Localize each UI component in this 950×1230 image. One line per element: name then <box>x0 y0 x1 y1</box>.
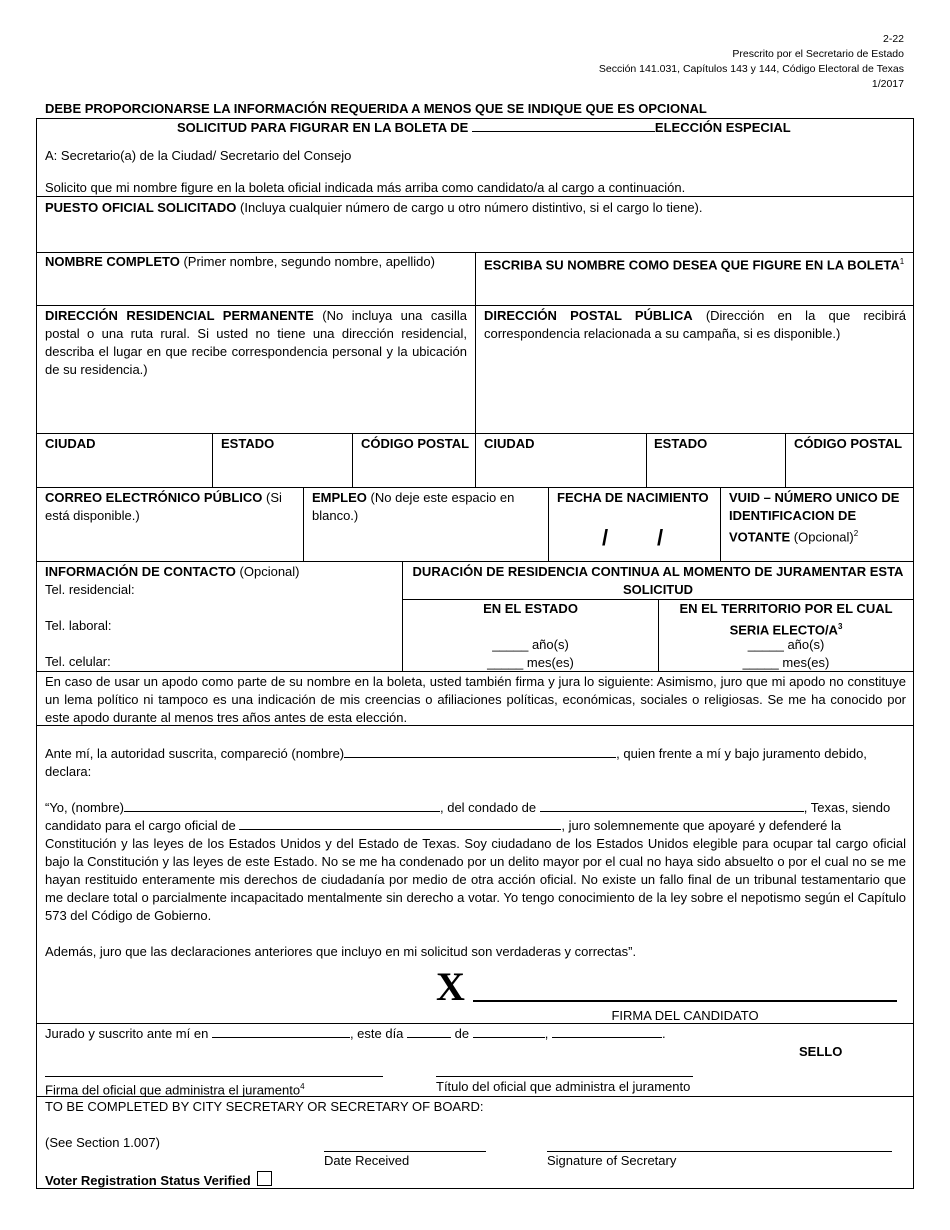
sworn-day-field[interactable] <box>407 1026 451 1038</box>
divider <box>646 433 647 487</box>
officer-signature-line[interactable] <box>45 1076 383 1077</box>
oath-appearance-suffix: , quien frente a mí y bajo juramento debido, declara: <box>45 746 867 779</box>
dob-input[interactable] <box>557 519 717 557</box>
divider <box>37 561 913 562</box>
sworn-month-field[interactable] <box>473 1026 545 1038</box>
dob-slash: / <box>657 525 664 550</box>
vuid-field[interactable] <box>729 489 911 546</box>
email-note: (Si está disponible.) <box>45 490 282 523</box>
contact-info-heading <box>45 563 300 581</box>
vuid-label: VUID – NÚMERO UNICO DE IDENTIFICACION DE VOTANTE <box>729 490 900 545</box>
office-sought-label: PUESTO OFICIAL SOLICITADO <box>45 200 237 215</box>
ballot-name-label: ESCRIBA SU NOMBRE COMO DESEA QUE FIGURE EN LA BOLETA <box>484 257 900 273</box>
vuid-note: (Opcional) <box>793 529 854 545</box>
oath-office-field[interactable] <box>239 818 561 830</box>
sworn-year-field[interactable] <box>552 1026 662 1038</box>
oath-candidate-suffix: , juro solemnemente que apoyaré y defenderé la <box>561 818 842 833</box>
title-suffix: ELECCIÓN ESPECIAL <box>654 120 791 135</box>
full-name-field[interactable] <box>45 253 470 271</box>
oath-declaration-line <box>45 799 906 817</box>
footnote-marker: 2 <box>853 529 859 538</box>
application-form <box>36 118 914 1189</box>
work-phone-field[interactable]: Tel. laboral: <box>45 618 112 633</box>
employment-field[interactable] <box>312 489 542 525</box>
sworn-prefix: Jurado y suscrito ante mí en <box>45 1026 209 1041</box>
full-name-label: NOMBRE COMPLETO <box>45 254 180 269</box>
date-received-label: Date Received <box>324 1153 410 1168</box>
county-field[interactable] <box>540 800 804 812</box>
contact-info-note: (Opcional) <box>239 564 300 579</box>
sworn-comma: , <box>544 1026 549 1041</box>
divider <box>720 487 721 561</box>
voter-registration-label: Voter Registration Status Verified <box>45 1173 251 1188</box>
divider <box>548 487 549 561</box>
signature-mark: X <box>436 964 465 1009</box>
secretary-signature-label: Signature of Secretary <box>547 1153 677 1168</box>
request-statement: Solicito que mi nombre figure en la boleta oficial indicada más arriba como candidato/a al cargo a continuación. <box>45 180 686 195</box>
oath-yo-prefix: “Yo, (nombre) <box>45 800 124 815</box>
residence-city-label[interactable]: CIUDAD <box>45 436 96 451</box>
prescribed-by: Prescrito por el Secretario de Estado <box>732 48 904 60</box>
addressee: A: Secretario(a) de la Ciudad/ Secretario del Consejo <box>45 148 352 163</box>
divider <box>475 252 476 487</box>
candidate-signature-line[interactable] <box>473 1000 897 1002</box>
mailing-address-note: (Dirección en la que recibirá correspondencia relacionada a su campaña, si es disponible.) <box>484 308 906 341</box>
sworn-day-label: , este día <box>349 1026 404 1041</box>
verified-checkbox[interactable] <box>257 1171 272 1186</box>
residence-address-field[interactable] <box>45 307 467 379</box>
in-territory-months-field[interactable]: _____ mes(es) <box>742 655 830 670</box>
ballot-name-field[interactable] <box>484 253 909 274</box>
officer-title-label: Título del oficial que administra el juramento <box>436 1079 691 1094</box>
mailing-address-label: DIRECCIÓN POSTAL PÚBLICA <box>484 308 693 323</box>
dob-slash: / <box>602 525 609 550</box>
form-number: 2-22 <box>882 33 904 45</box>
officer-title-line[interactable] <box>436 1076 693 1077</box>
oath-texas-suffix: , Texas, siendo <box>803 800 891 815</box>
in-territory-text: EN EL TERRITORIO POR EL CUAL SERIA ELECTO/A <box>679 601 893 638</box>
oath-body: Constitución y las leyes de los Estados Unidos y del Estado de Texas. Soy ciudadano de los Estados Unidos elegible para ocupar tal cargo oficial bajo la Constitución y las leyes de este Estado. No se me ha condenado por un delito mayor por el cual no haya sido absuelto o por el cual no se me hayan restituido enteramente mis derechos de ciudadanía por medio de otra acción oficial. No existe un fallo final de un tribunal testamentario que me declare total o parcialmente incapacitado mentalmente sin derecho a votar. Yo tengo conocimiento de la ley sobre el nepotismo según el Capítulo 573 del Código de Gobierno. <box>45 836 906 923</box>
form-header <box>599 32 904 92</box>
officer-signature-label <box>45 1078 305 1099</box>
contact-info-label: INFORMACIÓN DE CONTACTO <box>45 564 236 579</box>
nickname-statement: En caso de usar un apodo como parte de su nombre en la boleta, usted también firma y jura lo siguiente: Asimismo, juro que mi apodo no constituye un lema político ni tampoco es una indicación de mis creencias o afiliaciones políticas, económicas, sociales o religiosas. Se me ha conocido por este apodo durante al menos tres años antes de esta elección. <box>45 674 906 725</box>
in-territory-years-field[interactable]: _____ año(s) <box>747 637 825 652</box>
title-prefix: SOLICITUD PARA FIGURAR EN LA BOLETA DE <box>177 120 469 135</box>
oath-appearance-prefix: Ante mí, la autoridad suscrita, compareció (nombre) <box>45 746 345 761</box>
form-title <box>177 119 791 137</box>
residence-zip-label[interactable]: CÓDIGO POSTAL <box>361 436 470 451</box>
sworn-period: . <box>662 1026 666 1041</box>
footnote-marker: 4 <box>300 1082 305 1091</box>
in-state-months-field[interactable]: _____ mes(es) <box>487 655 574 670</box>
sworn-place-field[interactable] <box>212 1026 350 1038</box>
in-territory-label <box>659 600 913 639</box>
employment-note: (No deje este espacio en blanco.) <box>312 490 515 523</box>
office-sought-field[interactable] <box>45 199 905 217</box>
oath-appearance <box>45 745 906 781</box>
mailing-city-label[interactable]: CIUDAD <box>484 436 535 451</box>
divider <box>785 433 786 487</box>
divider <box>212 433 213 487</box>
residence-duration-title: DURACIÓN DE RESIDENCIA CONTINUA AL MOMENTO DE JURAMENTAR ESTA SOLICITUD <box>412 564 904 597</box>
office-use-heading: TO BE COMPLETED BY CITY SECRETARY OR SECRETARY OF BOARD: <box>45 1099 484 1114</box>
full-name-note: (Primer nombre, segundo nombre, apellido) <box>183 254 435 269</box>
office-sought-note: (Incluya cualquier número de cargo u otro número distintivo, si el cargo lo tiene). <box>240 200 703 215</box>
oath-affirmation: Además, juro que las declaraciones anteriores que incluyo en mi solicitud son verdaderas y correctas”. <box>45 944 637 959</box>
sworn-line <box>45 1025 906 1043</box>
cell-phone-field[interactable]: Tel. celular: <box>45 654 111 669</box>
voter-registration-verified <box>45 1172 272 1190</box>
form-date: 1/2017 <box>871 78 904 90</box>
divider <box>303 487 304 561</box>
mailing-address-field[interactable] <box>484 307 906 343</box>
divider <box>37 487 913 488</box>
section-reference: (See Section 1.007) <box>45 1135 160 1150</box>
candidate-signature-label: FIRMA DEL CANDIDATO <box>611 1008 759 1023</box>
in-state-years-field[interactable]: _____ año(s) <box>492 637 569 652</box>
oath-name-field[interactable] <box>124 800 440 812</box>
residence-address-note: (No incluya una casilla postal o una ruta rural. Si usted no tiene una dirección residencial, describa el lugar en que recibe correspondencia personal y la ubicación de su residencia.) <box>45 308 467 377</box>
sworn-of-label: de <box>454 1026 470 1041</box>
divider <box>352 433 353 487</box>
officer-signature-text: Firma del oficial que administra el juramento <box>45 1082 301 1098</box>
mailing-state-label[interactable]: ESTADO <box>654 436 708 451</box>
oath-candidate-line <box>45 817 906 835</box>
employment-label: EMPLEO <box>312 490 367 505</box>
email-label: CORREO ELECTRÓNICO PÚBLICO <box>45 490 263 505</box>
footnote-marker: 1 <box>899 257 905 266</box>
email-field[interactable] <box>45 489 300 525</box>
required-info-note: DEBE PROPORCIONARSE LA INFORMACIÓN REQUERIDA A MENOS QUE SE INDIQUE QUE ES OPCIONAL <box>45 101 707 116</box>
election-name-field[interactable] <box>472 120 655 132</box>
home-phone-field[interactable]: Tel. residencial: <box>45 582 135 597</box>
footnote-marker: 3 <box>837 622 843 631</box>
dob-label: FECHA DE NACIMIENTO <box>557 490 709 505</box>
legal-reference: Sección 141.031, Capítulos 143 y 144, Código Electoral de Texas <box>598 63 904 75</box>
in-state-label: EN EL ESTADO <box>483 601 578 616</box>
residence-address-label: DIRECCIÓN RESIDENCIAL PERMANENTE <box>45 308 314 323</box>
appeared-name-field[interactable] <box>344 746 616 758</box>
residence-state-label[interactable]: ESTADO <box>221 436 275 451</box>
oath-county-prefix: , del condado de <box>440 800 537 815</box>
mailing-zip-label[interactable]: CÓDIGO POSTAL <box>794 436 903 451</box>
oath-candidate-prefix: candidato para el cargo oficial de <box>45 818 236 833</box>
seal-label: SELLO <box>799 1044 843 1059</box>
